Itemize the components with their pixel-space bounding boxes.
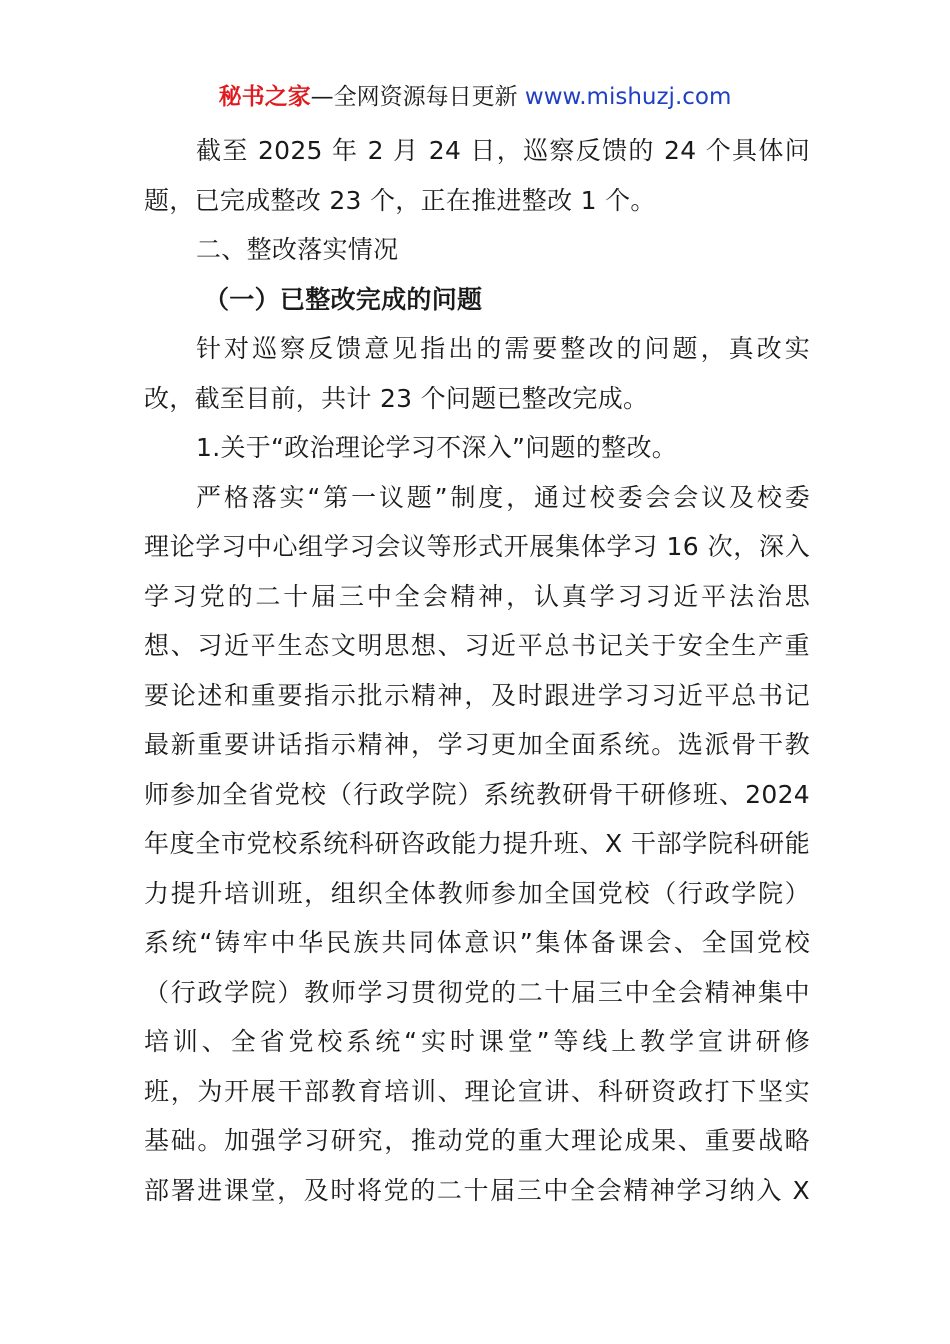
text-line: 班，为开展干部教育培训、理论宣讲、科研资政打下坚实 xyxy=(144,1076,810,1106)
section-title xyxy=(144,225,810,275)
text-line: 最新重要讲话指示精神，学习更加全面系统。选派骨干教 xyxy=(144,730,810,759)
item-title xyxy=(144,423,810,473)
text-line: （行政学院）教师学习贯彻党的二十届三中全会精神集中 xyxy=(144,977,810,1007)
section-title-text: 二、整改落实情况 xyxy=(196,235,399,264)
text-line: 部署进课堂，及时将党的二十届三中全会精神学习纳入 X xyxy=(144,1175,810,1205)
text-line: 严格落实“第一议题”制度，通过校委会会议及校委 xyxy=(196,482,810,512)
site-header xyxy=(0,80,950,114)
text-line: 力提升培训班，组织全体教师参加全国党校（行政学院） xyxy=(144,878,810,908)
text-line: 理论学习中心组学习会议等形式开展集体学习 16 次，深入 xyxy=(144,532,810,561)
text-line: 学习党的二十届三中全会精神，认真学习习近平法治思 xyxy=(144,581,810,611)
document-body xyxy=(144,126,810,1215)
text-line: 截至 2025 年 2 月 24 日，巡察反馈的 24 个具体问 xyxy=(196,136,810,165)
paragraph-progress xyxy=(144,126,810,225)
subsection-title xyxy=(144,275,810,325)
paragraph-study-details xyxy=(144,473,810,1216)
text-line: 改，截至目前，共计 23 个问题已整改完成。 xyxy=(144,383,649,413)
text-line: 年度全市党校系统科研咨政能力提升班、X 干部学院科研能 xyxy=(144,829,810,858)
text-line: 针对巡察反馈意见指出的需要整改的问题，真改实 xyxy=(196,334,810,363)
text-line: 题，已完成整改 23 个，正在推进整改 1 个。 xyxy=(144,185,656,215)
text-line: 要论述和重要指示批示精神，及时跟进学习习近平总书记 xyxy=(144,680,810,710)
subsection-title-text: （一）已整改完成的问题 xyxy=(204,284,483,314)
text-line: 系统“铸牢中华民族共同体意识”集体备课会、全国党校 xyxy=(144,928,810,957)
brand-name: 秘书之家 xyxy=(218,84,311,110)
paragraph-completed xyxy=(144,324,810,423)
text-line: 培训、全省党校系统“实时课堂”等线上教学宣讲研修 xyxy=(144,1027,810,1056)
site-url-link[interactable]: www.mishuzj.com xyxy=(524,84,732,110)
item-title-text: 1.关于“政治理论学习不深入”问题的整改。 xyxy=(196,433,678,462)
text-line: 想、习近平生态文明思想、习近平总书记关于安全生产重 xyxy=(144,631,810,660)
header-tagline: —全网资源每日更新 xyxy=(310,84,518,110)
text-line: 师参加全省党校（行政学院）系统教研骨干研修班、2024 xyxy=(144,779,810,809)
text-line: 基础。加强学习研究，推动党的重大理论成果、重要战略 xyxy=(144,1126,810,1155)
